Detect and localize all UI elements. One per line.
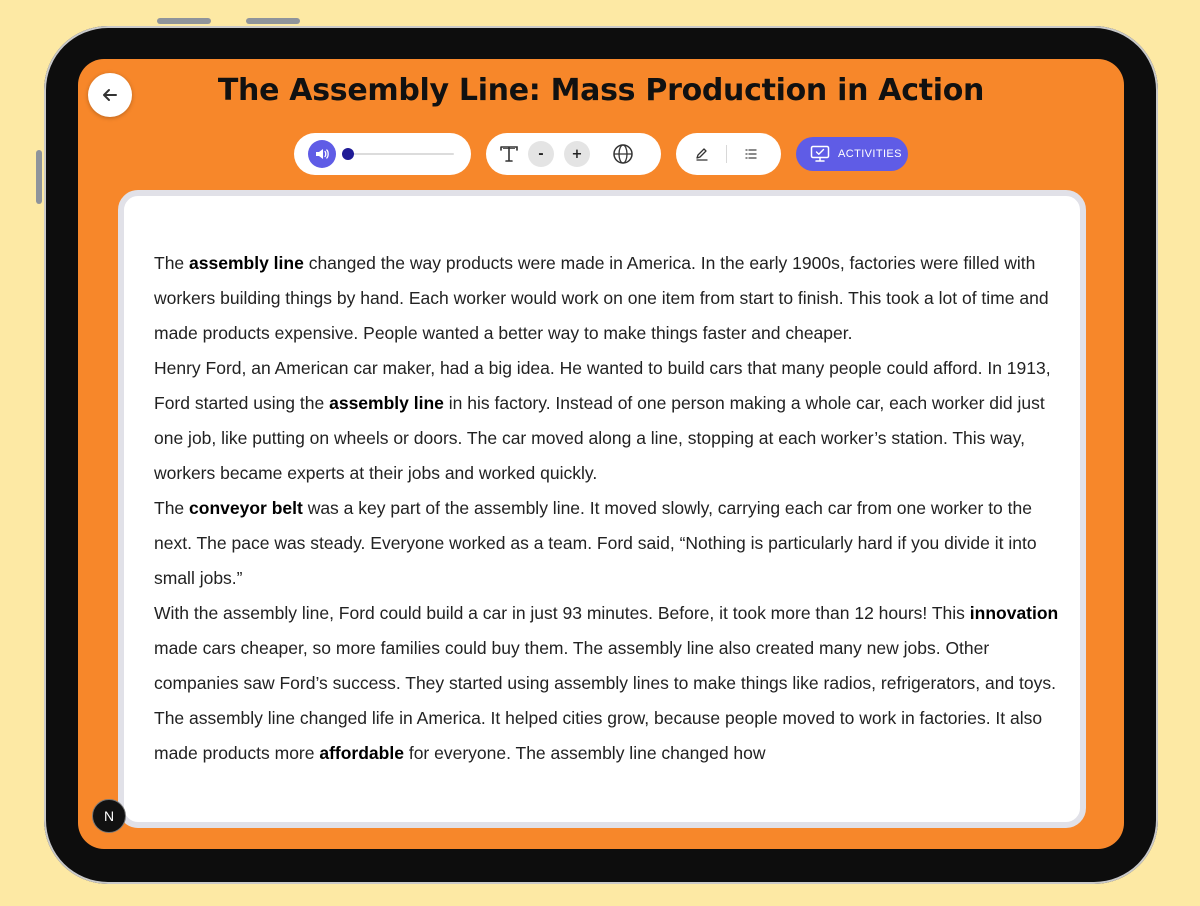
audio-progress-slider[interactable] xyxy=(342,147,454,161)
app-screen xyxy=(78,59,1124,849)
activities-button[interactable] xyxy=(796,137,908,171)
vocabulary-term[interactable]: assembly line xyxy=(189,253,304,273)
text-size-icon xyxy=(498,143,520,165)
highlight-button[interactable] xyxy=(694,146,710,162)
play-audio-button[interactable] xyxy=(308,140,336,168)
activities-label: ACTIVITIES xyxy=(838,148,902,160)
text-run: in his factory. Instead of one person making a whole car, each worker did just one job, like putting on wheels or doors. The car moved along a line, stopping at each worker’s station. This way, workers became experts at their jobs and worked quickly. xyxy=(154,393,1045,483)
audio-player xyxy=(294,133,471,175)
vocabulary-term[interactable]: conveyor belt xyxy=(189,498,303,518)
monitor-icon xyxy=(810,145,830,163)
text-run: With the assembly line, Ford could build a car in just 93 minutes. Before, it took more than 12 hours! This xyxy=(154,603,970,623)
article-paragraph xyxy=(154,701,1059,771)
vocabulary-term[interactable]: assembly line xyxy=(329,393,444,413)
reading-card xyxy=(118,190,1086,828)
text-run: Henry Ford, an American car maker, had a big idea. He wanted to build cars that many people could afford. In 1913, Ford started using the xyxy=(154,358,1051,413)
text-run: for everyone. The assembly line changed how xyxy=(403,743,766,763)
pen-icon xyxy=(694,146,710,162)
text-run: The assembly line changed life in America. It helped cities grow, because people moved to work in factories. It also made products more xyxy=(154,708,1043,763)
article-text xyxy=(154,246,1059,771)
annotation-tools xyxy=(676,133,781,175)
article-paragraph xyxy=(154,596,1059,701)
text-run: The xyxy=(154,253,190,273)
list-icon xyxy=(743,146,759,162)
article-paragraph xyxy=(154,246,1059,351)
audio-progress-track xyxy=(342,153,454,155)
article-paragraph xyxy=(154,351,1059,491)
text-run: made cars cheaper, so more families could buy them. The assembly line also created many new jobs. Other companies saw Ford’s success. They started using assembly lines to make things like radios, refrigerators, and toys. xyxy=(154,638,1056,693)
decrease-font-button[interactable]: - xyxy=(528,141,554,167)
article-paragraph xyxy=(154,491,1059,596)
increase-font-button[interactable]: + xyxy=(564,141,590,167)
text-run: was a key part of the assembly line. It moved slowly, carrying each car from one worker to the next. The pace was steady. Everyone worked as a team. Ford said, “Nothing is particularly hard if you divide it into small jobs.” xyxy=(154,498,1037,588)
globe-icon xyxy=(612,143,634,165)
vocabulary-term[interactable]: innovation xyxy=(969,603,1059,623)
device-volume-up-button xyxy=(157,18,211,24)
page-title: The Assembly Line: Mass Production in Action xyxy=(217,73,985,108)
device-volume-down-button xyxy=(246,18,300,24)
text-run: The xyxy=(154,498,190,518)
tools-divider xyxy=(726,145,727,163)
translate-button[interactable] xyxy=(612,143,634,165)
device-side-button xyxy=(36,150,42,204)
outline-button[interactable] xyxy=(743,146,759,162)
text-size-controls xyxy=(486,133,661,175)
n-badge-button[interactable]: N xyxy=(92,799,126,833)
vocabulary-term[interactable]: affordable xyxy=(319,743,404,763)
text-run: changed the way products were made in America. In the early 1900s, factories were filled with workers building things by hand. Each worker would work on one item from start to finish. This took a lot of time and made products expensive. People wanted a better way to make things faster and cheaper. xyxy=(154,253,1049,343)
speaker-icon xyxy=(314,146,330,162)
audio-progress-thumb[interactable] xyxy=(342,148,354,160)
